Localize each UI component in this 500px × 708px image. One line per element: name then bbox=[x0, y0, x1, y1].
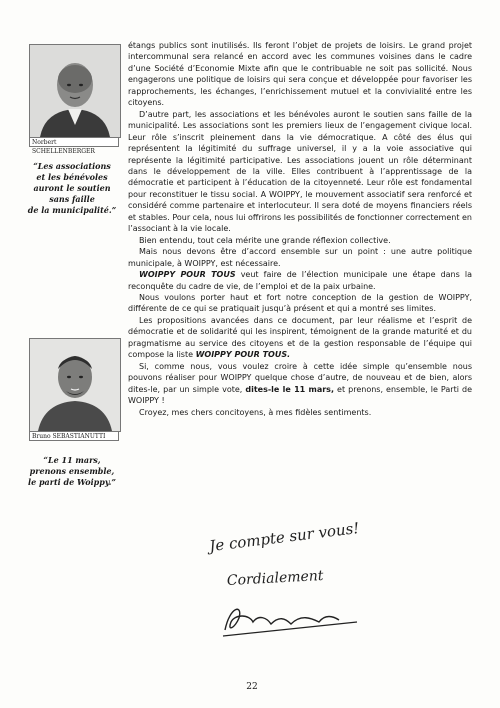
paragraph bbox=[128, 315, 472, 361]
quote-line: “Le 11 mars, bbox=[43, 455, 101, 465]
quote-line: et les bénévoles bbox=[36, 172, 108, 182]
portrait-caption-2: Bruno SEBASTIANUTTI bbox=[29, 432, 119, 441]
paragraph: Mais nous devons être d’accord ensemble sur un point : une autre politique municipale, à WOIPPY, est nécessaire. bbox=[128, 247, 472, 268]
paragraph: Croyez, mes chers concitoyens, à mes fidèles sentiments. bbox=[139, 407, 372, 417]
paragraph: étangs publics sont inutilisés. Ils feront l’objet de projets de loisirs. Le grand projet intercommunal sera relancé en accord avec les communes voisines dans le cadre d’une Société d’Economie Mixte afin que le contribuable ne soit pas sollicité. Nous engagerons une politique de loisirs qui sera conçue et développée pour favoriser les rapprochements, les échanges, l’enrichissement mutuel et la convivialité entre les citoyens. bbox=[128, 41, 472, 108]
quote-line: de la municipalité.” bbox=[27, 205, 117, 215]
emphasis: WOIPPY POUR TOUS. bbox=[195, 350, 291, 360]
handwritten-signature bbox=[205, 518, 365, 648]
paragraph bbox=[128, 269, 472, 292]
emphasis: dites-le le 11 mars, bbox=[245, 384, 334, 394]
quote-line: prenons ensemble, bbox=[29, 466, 115, 476]
paragraph: Bien entendu, tout cela mérite une grande réflexion collective. bbox=[139, 235, 391, 245]
paragraph bbox=[128, 361, 472, 407]
sidebar-quote-1 bbox=[22, 161, 122, 216]
signature-line-1: Je compte sur vous! bbox=[208, 518, 361, 556]
paragraph-text: Si, comme nous, vous voulez croire à cette idée simple qu’ensemble nous pouvons réaliser pour WOIPPY quelque chose d’autre, de nouveau et de bien, alors dites-le, par un simple vote, bbox=[128, 361, 472, 394]
quote-line: le parti de Woippy.” bbox=[28, 477, 116, 487]
quote-line: “Les associations bbox=[33, 161, 111, 171]
portrait-photo-2 bbox=[29, 338, 121, 432]
sidebar-quote-2 bbox=[22, 455, 122, 488]
paragraph: D’autre part, les associations et les bénévoles auront le soutien sans faille de la municipalité. Les associations sont les premiers lieux de l’engagement civique local. Leur rôle s’inscrit pleinement dans la vie démocratique. A côté des élus qui représentent la légitimité du suffrage universel, il y a la voie associative qui représente la légitimité participative. Les associations jouent un rôle déterminant dans le développement de la ville. Elles contribuent à l’apprentissage de la démocratie et participent à l’éducation de la citoyenneté. Leur rôle est fondamental pour reconstituer le tissu social. A WOIPPY, le mouvement associatif sera renforcé et considéré comme partenaire et interlocuteur. Il sera doté de moyens financiers réels et stables. Pour cela, nous lui offrirons les possibilités de fonctionner correctement en l’associant à la vie locale. bbox=[128, 109, 472, 234]
main-text bbox=[128, 40, 472, 418]
quote-line: auront le soutien bbox=[33, 183, 111, 193]
quote-line: sans faille bbox=[49, 194, 95, 204]
paragraph: Nous voulons porter haut et fort notre conception de la gestion de WOIPPY, différente de ce qui se pratiquait jusqu’à présent et qui a montré ses limites. bbox=[128, 292, 472, 314]
sidebar bbox=[22, 44, 122, 216]
emphasis: WOIPPY POUR TOUS bbox=[139, 270, 236, 280]
paragraph-text: Les propositions avancées dans ce document, par leur réalisme et l’esprit de démocratie et de solidarité qui les inspirent, témoignent de la grande maturité et du pragmatisme au service des citoyens et de la gestion responsable de l’équipe qui compose la liste bbox=[128, 315, 472, 360]
paragraph-text: et prenons, ensemble, le Parti de WOIPPY ! bbox=[128, 384, 472, 406]
paragraph-text: veut faire de l’élection municipale une étape dans la reconquête du cadre de vie, de l’emploi et de la paix urbaine. bbox=[128, 270, 472, 291]
portrait-photo-1 bbox=[29, 44, 121, 138]
portrait-caption-1: Norbert SCHELLENBERGER bbox=[29, 138, 119, 147]
page-number: 22 bbox=[246, 682, 258, 692]
signature-line-2: Cordialement bbox=[226, 567, 324, 590]
sidebar-second bbox=[22, 338, 122, 488]
signature-scrawl bbox=[225, 609, 339, 630]
